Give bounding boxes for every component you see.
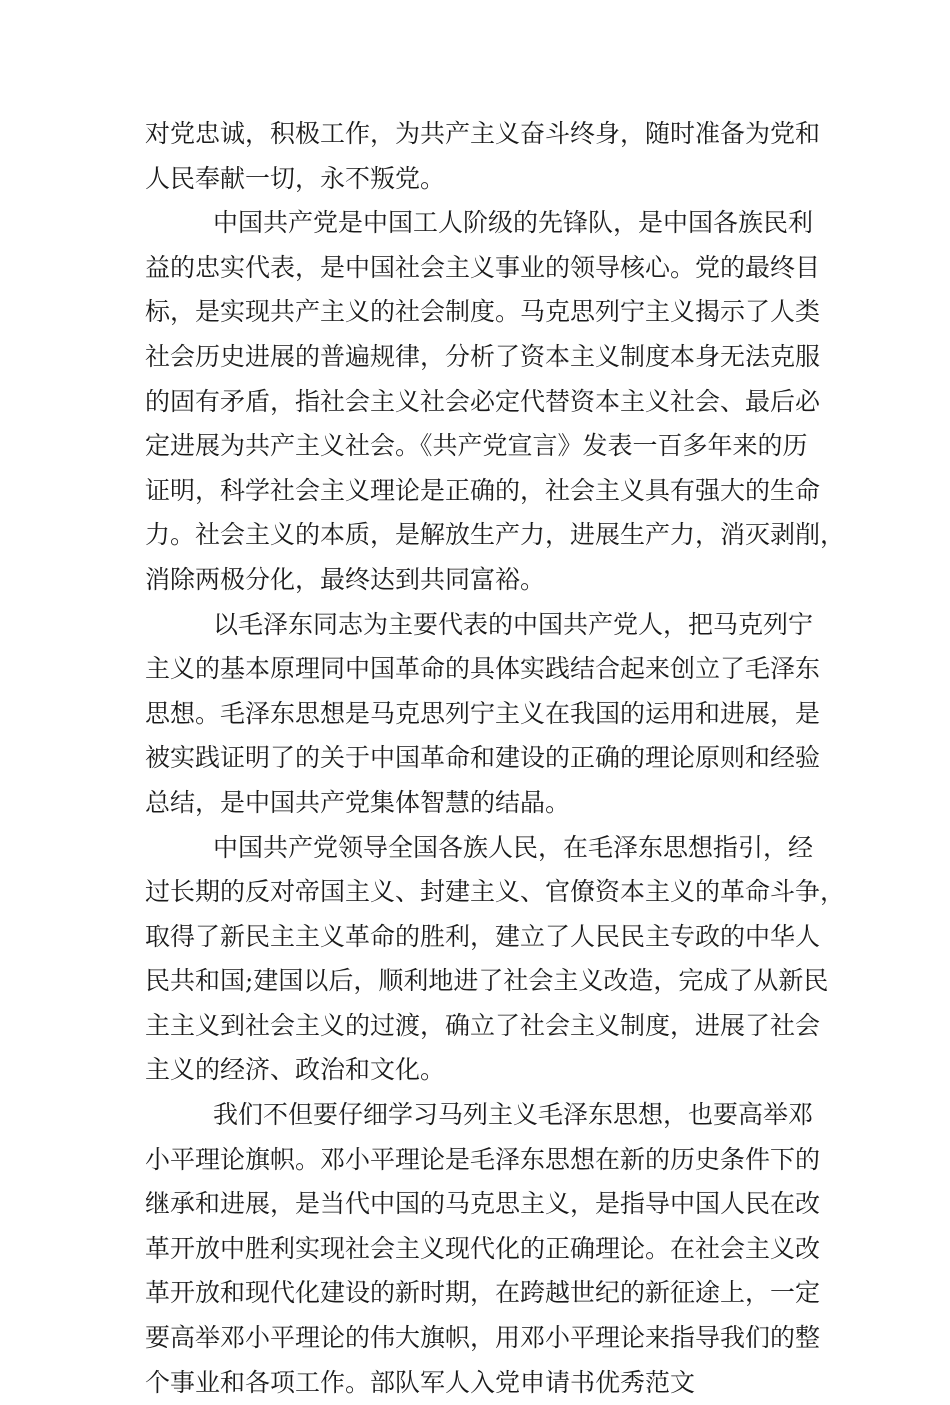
text-line: 革开放和现代化建设的新时期，在跨越世纪的新征途上，一定	[145, 1278, 821, 1308]
text-line: 主义的基本原理同中国革命的具体实践结合起来创立了毛泽东	[145, 654, 821, 684]
text-line: 要高举邓小平理论的伟大旗帜，用邓小平理论来指导我们的整	[145, 1323, 821, 1353]
text-line: 消除两极分化，最终达到共同富裕。	[145, 564, 546, 594]
text-line: 个事业和各项工作。部队军人入党申请书优秀范文	[145, 1367, 696, 1397]
text-line: 人民奉献一切，永不叛党。	[145, 163, 446, 193]
paragraph-first-line: 中国共产党是中国工人阶级的先锋队，是中国各族民利	[213, 208, 814, 238]
text-line: 革开放中胜利实现社会主义现代化的正确理论。在社会主义改	[145, 1233, 821, 1263]
text-line: 力。社会主义的本质，是解放生产力，进展生产力，消灭剥削，	[145, 520, 846, 550]
paragraph-first-line: 中国共产党领导全国各族人民，在毛泽东思想指引，经	[213, 832, 814, 862]
text-line: 民共和国;建国以后，顺利地进了社会主义改造，完成了从新民	[145, 966, 829, 996]
text-line: 对党忠诚，积极工作，为共产主义奋斗终身，随时准备为党和	[145, 119, 821, 148]
text-line: 被实践证明了的关于中国革命和建设的正确的理论原则和经验	[145, 743, 821, 773]
text-line: 益的忠实代表，是中国社会主义事业的领导核心。党的最终目	[145, 252, 821, 282]
text-line: 总结，是中国共产党集体智慧的结晶。	[145, 787, 571, 817]
text-line: 标，是实现共产主义的社会制度。马克思列宁主义揭示了人类	[145, 297, 821, 327]
body-text	[145, 112, 846, 1405]
paragraph-first-line: 以毛泽东同志为主要代表的中国共产党人，把马克列宁	[213, 609, 814, 639]
text-line: 继承和进展，是当代中国的马克思主义，是指导中国人民在改	[145, 1189, 821, 1219]
paragraph-first-line: 我们不但要仔细学习马列主义毛泽东思想，也要高举邓	[213, 1100, 814, 1130]
text-line: 定进展为共产主义社会。《共产党宣言》发表一百多年来的历	[145, 431, 808, 461]
text-line: 思想。毛泽东思想是马克思列宁主义在我国的运用和进展，是	[145, 698, 821, 728]
text-line: 小平理论旗帜。邓小平理论是毛泽东思想在新的历史条件下的	[145, 1144, 821, 1174]
text-line: 取得了新民主主义革命的胜利，建立了人民民主专政的中华人	[145, 921, 821, 951]
text-line: 社会历史进展的普遍规律，分析了资本主义制度本身无法克服	[145, 341, 821, 371]
text-line: 的固有矛盾，指社会主义社会必定代替资本主义社会、最后必	[145, 386, 821, 416]
text-line: 证明，科学社会主义理论是正确的，社会主义具有强大的生命	[145, 475, 821, 505]
text-line: 主义的经济、政治和文化。	[145, 1055, 446, 1085]
text-line: 主主义到社会主义的过渡，确立了社会主义制度，进展了社会	[145, 1010, 821, 1040]
text-line: 过长期的反对帝国主义、封建主义、官僚资本主义的革命斗争，	[145, 877, 846, 907]
